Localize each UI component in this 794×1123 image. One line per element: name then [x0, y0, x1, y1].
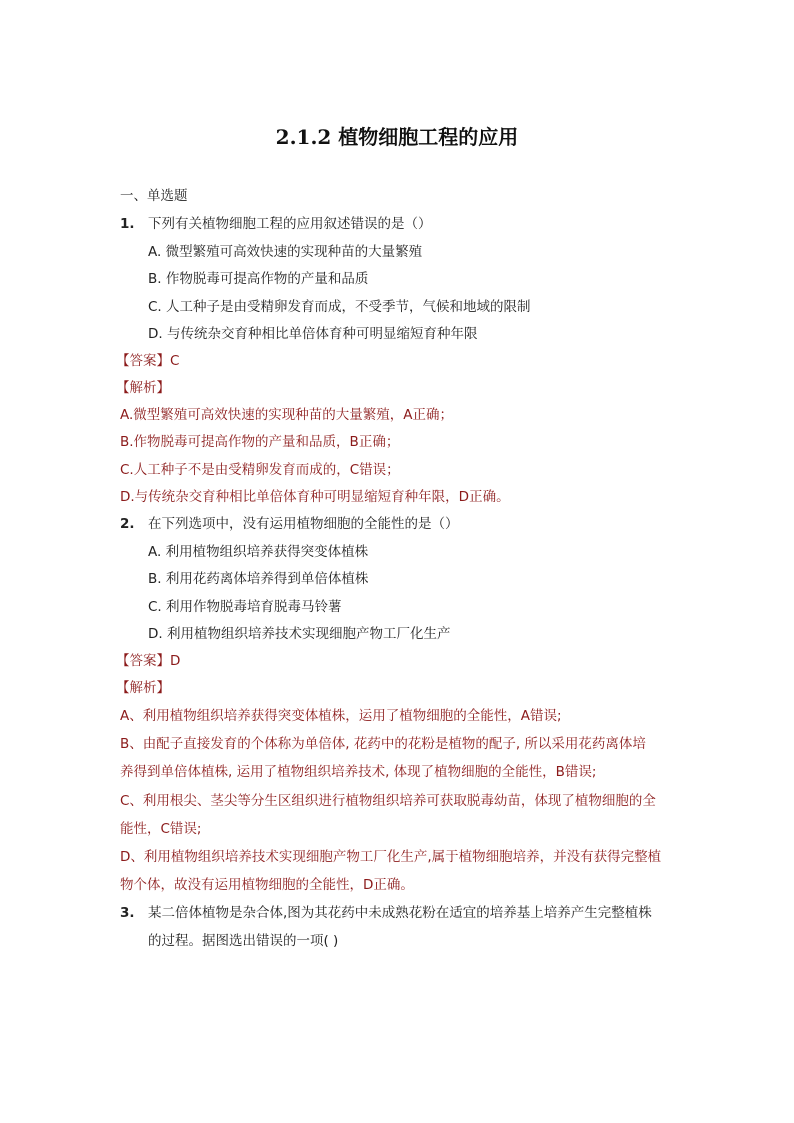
question-2-option-a: A. 利用植物组织培养获得突变体植株	[148, 544, 369, 560]
question-1-analysis-label: 【解析】	[116, 380, 170, 396]
question-1-analysis-line: D.与传统杂交育种相比单倍体育种可明显缩短育种年限，D正确。	[120, 489, 510, 505]
question-1-option-b: B. 作物脱毒可提高作物的产量和品质	[148, 271, 369, 287]
question-2-analysis-line: 养得到单倍体植株, 运用了植物组织培养技术, 体现了植物细胞的全能性，B错误;	[120, 764, 597, 780]
question-2-analysis-line: D、利用植物组织培养技术实现细胞产物工厂化生产,属于植物细胞培养，并没有获得完整植	[120, 849, 662, 865]
question-1-answer: 【答案】C	[116, 353, 180, 369]
question-2-analysis-line: C、利用根尖、茎尖等分生区组织进行植物组织培养可获取脱毒幼苗，体现了植物细胞的全	[120, 793, 656, 809]
question-1-number: 1.	[120, 216, 135, 232]
question-1-stem: 下列有关植物细胞工程的应用叙述错误的是（）	[148, 216, 432, 232]
question-2-analysis-line: 物个体，故没有运用植物细胞的全能性，D正确。	[120, 877, 414, 893]
question-2-answer: 【答案】D	[116, 653, 181, 669]
question-2-option-d: D. 利用植物组织培养技术实现细胞产物工厂化生产	[148, 626, 451, 642]
question-1-analysis-line: A.微型繁殖可高效快速的实现种苗的大量繁殖，A正确；	[120, 407, 454, 423]
question-3-stem-line: 某二倍体植物是杂合体,图为其花药中未成熟花粉在适宜的培养基上培养产生完整植株	[148, 905, 652, 921]
question-3-stem-line: 的过程。据图选出错误的一项( )	[148, 933, 339, 949]
question-3-number: 3.	[120, 905, 135, 921]
question-2-analysis-line: B、由配子直接发育的个体称为单倍体, 花药中的花粉是植物的配子, 所以采用花药离体培	[120, 736, 646, 752]
question-2-stem: 在下列选项中，没有运用植物细胞的全能性的是（）	[148, 516, 459, 532]
question-1-option-d: D. 与传统杂交育种相比单倍体育种可明显缩短育种年限	[148, 326, 478, 342]
question-1-option-c: C. 人工种子是由受精卵发育而成，不受季节，气候和地域的限制	[148, 299, 531, 315]
question-2-number: 2.	[120, 516, 135, 532]
question-2-analysis-line: A、利用植物组织培养获得突变体植株，运用了植物细胞的全能性，A错误;	[120, 708, 562, 724]
question-1-analysis-line: B.作物脱毒可提高作物的产量和品质，B正确；	[120, 434, 400, 450]
question-2-option-c: C. 利用作物脱毒培育脱毒马铃薯	[148, 599, 342, 615]
question-1-option-a: A. 微型繁殖可高效快速的实现种苗的大量繁殖	[148, 244, 423, 260]
question-2-option-b: B. 利用花药离体培养得到单倍体植株	[148, 571, 369, 587]
question-2-analysis-label: 【解析】	[116, 680, 170, 696]
page-title: 2.1.2 植物细胞工程的应用	[275, 125, 519, 149]
question-2-analysis-line: 能性，C错误;	[120, 821, 202, 837]
question-1-analysis-line: C.人工种子不是由受精卵发育而成的，C错误；	[120, 462, 400, 478]
section-heading: 一、单选题	[120, 188, 188, 204]
